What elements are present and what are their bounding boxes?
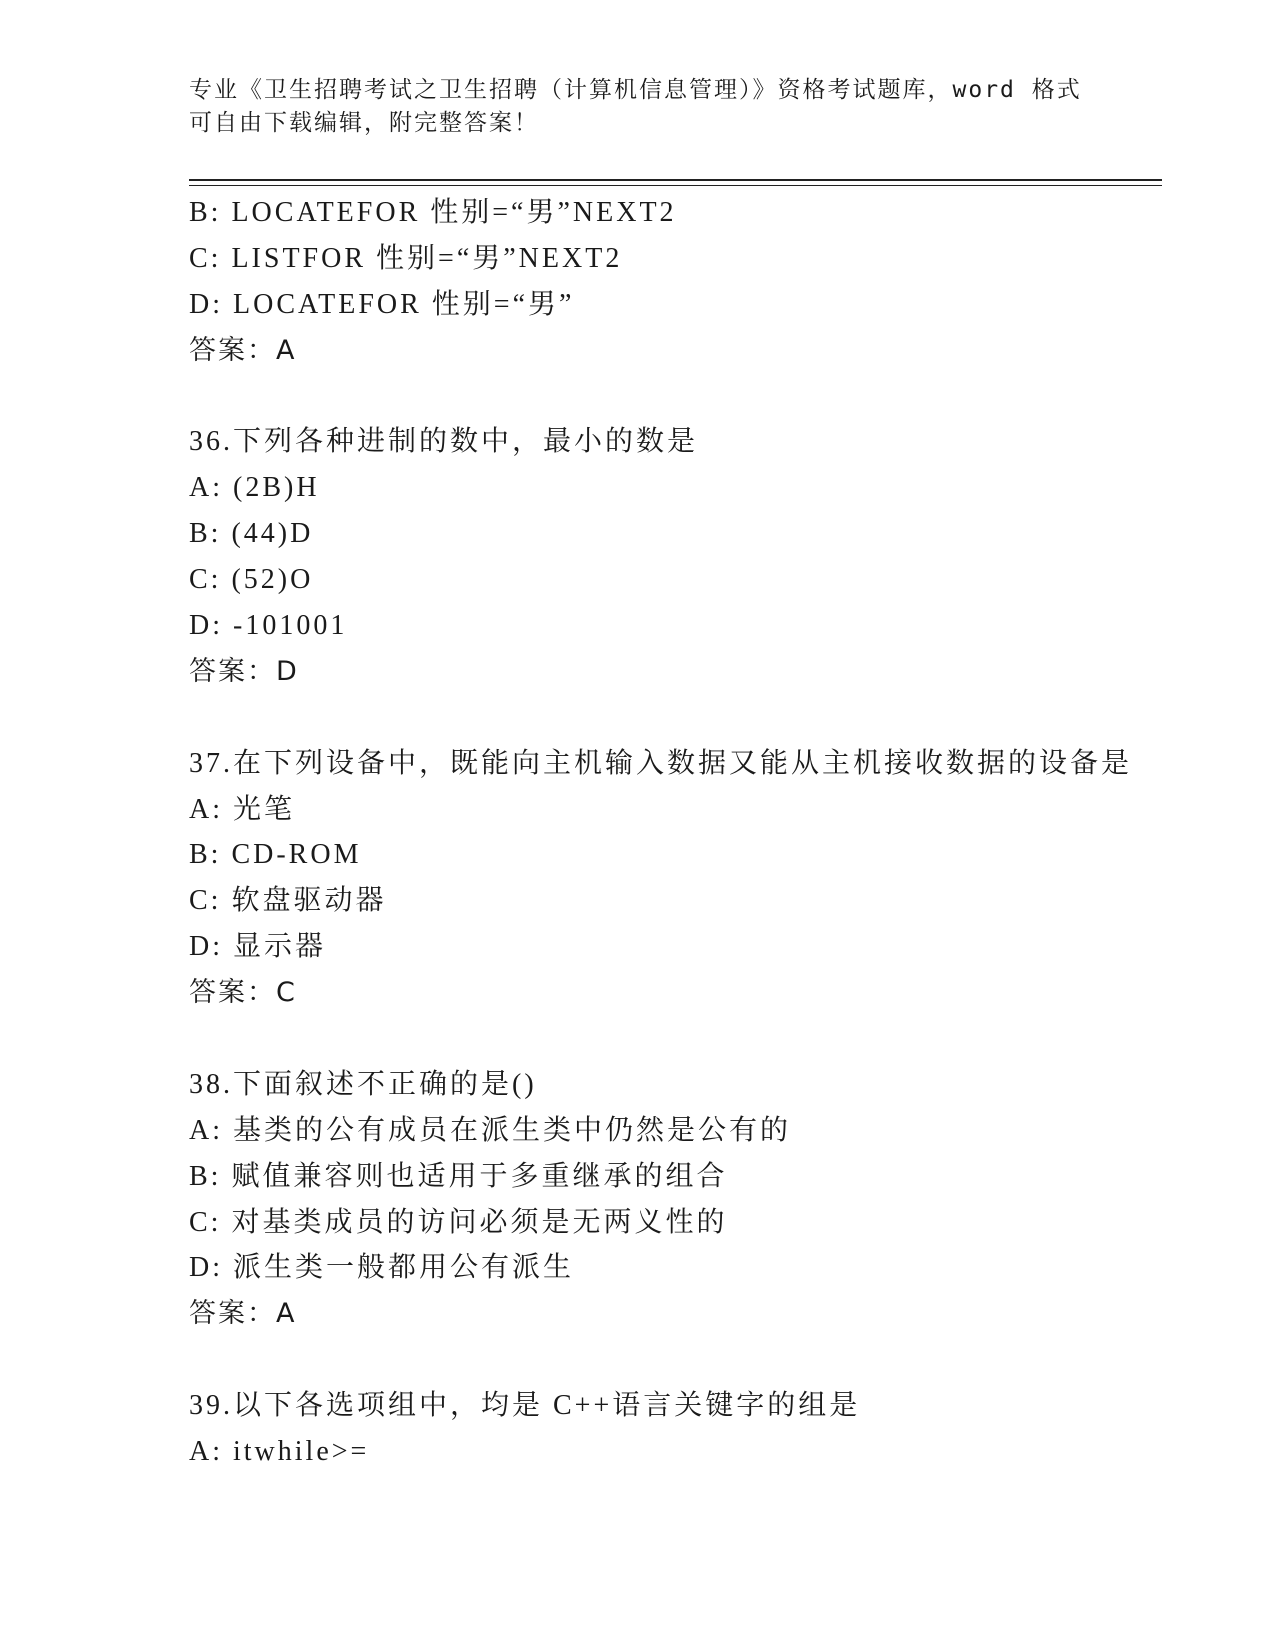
question-39 <box>189 1383 1189 1475</box>
question-text: 36.下列各种进制的数中，最小的数是 <box>189 426 699 458</box>
question-list <box>189 190 1189 1475</box>
option-d: D: LOCATEFOR 性别=“男” <box>189 288 575 320</box>
question-36 <box>189 419 1189 694</box>
spacer <box>189 1337 1189 1383</box>
option-b: B: CD-ROM <box>189 839 362 871</box>
option-a: A: 光笔 <box>189 793 296 825</box>
option-a: A: itwhile>= <box>189 1436 370 1468</box>
answer-line: 答案：C <box>189 977 297 1009</box>
option-d: D: 显示器 <box>189 931 327 963</box>
question-38 <box>189 1062 1189 1337</box>
option-b: B: 赋值兼容则也适用于多重继承的组合 <box>189 1160 728 1192</box>
answer-line: 答案：A <box>189 334 297 366</box>
option-c: C: LISTFOR 性别=“男”NEXT2 <box>189 242 623 274</box>
option-b: B: (44)D <box>189 518 314 550</box>
option-a: A: 基类的公有成员在派生类中仍然是公有的 <box>189 1114 792 1146</box>
question-text: 39.以下各选项组中，均是 C++语言关键字的组是 <box>189 1390 861 1422</box>
question-37 <box>189 741 1189 1016</box>
header-rule-thick <box>189 179 1162 181</box>
option-b: B: LOCATEFOR 性别=“男”NEXT2 <box>189 197 677 228</box>
question-35-continued <box>189 190 1189 374</box>
option-d: D: 派生类一般都用公有派生 <box>189 1252 575 1284</box>
spacer <box>189 695 1189 741</box>
header-line-1: 专业《卫生招聘考试之卫生招聘（计算机信息管理）》资格考试题库，word 格式 <box>189 77 1082 103</box>
answer-line: 答案：A <box>189 1298 297 1330</box>
header-rule-thin <box>189 185 1162 186</box>
question-text: 38.下面叙述不正确的是() <box>189 1068 537 1100</box>
answer-line: 答案：D <box>189 655 299 687</box>
document-header <box>189 74 1089 140</box>
spacer <box>189 374 1189 420</box>
option-c: C: 软盘驱动器 <box>189 885 387 917</box>
option-c: C: (52)O <box>189 564 314 596</box>
option-d: D: -101001 <box>189 610 348 642</box>
header-line-2: 可自由下载编辑，附完整答案！ <box>189 110 539 136</box>
question-text: 37.在下列设备中，既能向主机输入数据又能从主机接收数据的设备是 <box>189 747 1133 779</box>
option-c: C: 对基类成员的访问必须是无两义性的 <box>189 1206 728 1238</box>
spacer <box>189 1016 1189 1062</box>
option-a: A: (2B)H <box>189 472 320 504</box>
